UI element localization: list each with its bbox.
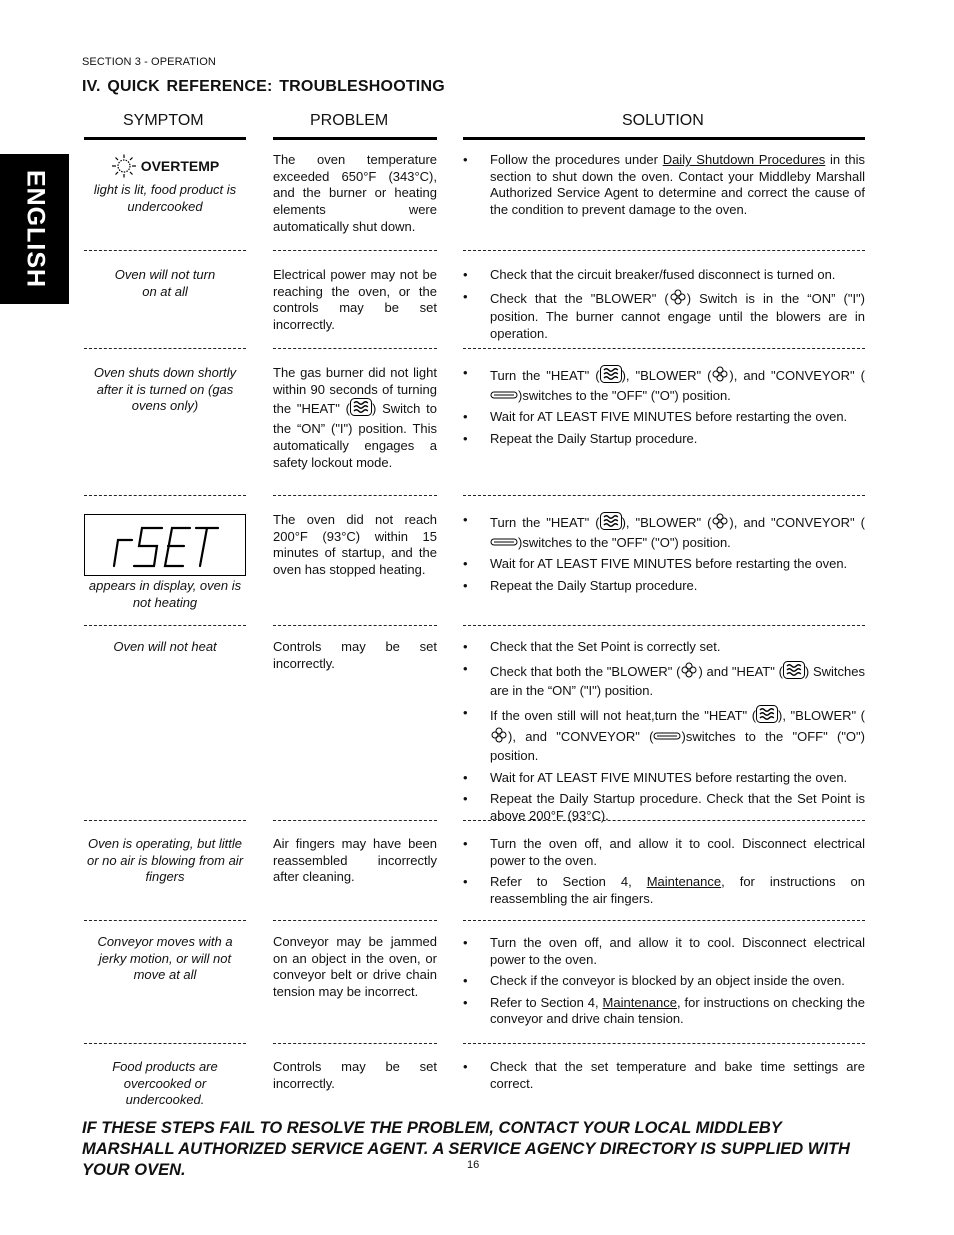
symptom-text: Oven will not heat xyxy=(113,639,217,654)
heat-switch-icon xyxy=(600,365,622,388)
problem-text: Conveyor may be jammed on an object in the oven, or conveyor belt or drive chain tension may be incorrect. xyxy=(273,934,437,1000)
problem-text: Controls may be set incorrectly. xyxy=(273,1059,437,1091)
blower-switch-icon xyxy=(490,727,508,748)
solution-item: • Wait for AT LEAST FIVE MINUTES before restarting the oven. xyxy=(463,770,865,787)
solution-item: • Check if the conveyor is blocked by an object inside the oven. xyxy=(463,973,865,990)
solution-item: • If the oven still will not heat,turn the "HEAT" ( ), "BLOWER" (), and "CONVEYOR" ( )switches to the "OFF" ("O") position. xyxy=(463,705,865,765)
language-tab-label: ENGLISH xyxy=(21,169,49,289)
column-rule-solution xyxy=(463,137,865,140)
problem-text: Air fingers may have been reassembled incorrectly after cleaning. xyxy=(273,836,437,885)
heat-switch-icon xyxy=(600,512,622,535)
solution-item: • Check that the circuit breaker/fused disconnect is turned on. xyxy=(463,267,865,284)
symptom-text: appears in display, oven is not heating xyxy=(88,578,242,610)
solution-item: • Repeat the Daily Startup procedure. xyxy=(463,578,865,595)
maintenance-reference: Maintenance xyxy=(646,874,722,890)
heat-switch-icon xyxy=(756,705,778,728)
solution-item: • Check that the "BLOWER" ( ) Switch is in the “ON” ("I") position. The burner cannot engage until the blowers are in operation. xyxy=(463,289,865,343)
daily-shutdown-reference: Daily Shutdown Procedures xyxy=(662,152,826,167)
solution-item: • Turn the "HEAT" ( ), "BLOWER" ( ), and "CONVEYOR" ()switches to the "OFF" ("O") position. xyxy=(463,365,865,405)
column-rule-symptom xyxy=(84,137,246,140)
solution-item: • Turn the oven off, and allow it to cool. Disconnect electrical power to the oven. xyxy=(463,935,865,968)
symptom-text: light is lit, food product is undercooked xyxy=(93,182,237,214)
solution-item: • Repeat the Daily Startup procedure. Check that the Set Point is above 200°F (93°C). xyxy=(463,791,865,824)
conveyor-switch-icon xyxy=(490,388,518,405)
solution-item: • Refer to Section 4, Maintenance, for instructions on checking the conveyor and drive chain tension. xyxy=(463,995,865,1028)
symptom-text: Oven shuts down shortly after it is turned on (gas ovens only) xyxy=(93,365,237,414)
problem-text: Electrical power may not be reaching the oven, or the controls may be set incorrectly. xyxy=(273,267,437,333)
rset-display-readout xyxy=(110,522,220,568)
language-tab xyxy=(0,154,69,304)
problem-text: The oven did not reach 200°F (93°C) within 15 minutes of startup, and the oven has stopped heating. xyxy=(273,512,437,578)
rset-display xyxy=(84,514,246,576)
column-header-solution: SOLUTION xyxy=(622,112,704,129)
solution-item: • Turn the oven off, and allow it to cool. Disconnect electrical power to the oven. xyxy=(463,836,865,869)
solution-item: • Follow the procedures under Daily Shutdown Procedures in this section to shut down the oven. Contact your Middleby Marshall Authorized Service Agent to determine and correct the cause of the condition to prevent damage to the oven. xyxy=(463,152,865,219)
symptom-text: Oven is operating, but little or no air is blowing from air fingers xyxy=(86,836,244,885)
problem-text: Controls may be set incorrectly. xyxy=(273,639,437,671)
solution-item: • Wait for AT LEAST FIVE MINUTES before restarting the oven. xyxy=(463,409,865,426)
solution-item: • Refer to Section 4, Maintenance, for instructions on reassembling the air fingers. xyxy=(463,874,865,907)
footer-notice: IF THESE STEPS FAIL TO RESOLVE THE PROBLEM, CONTACT YOUR LOCAL MIDDLEBY MARSHALL AUTHORIZED SERVICE AGENT. A SERVICE AGENCY DIRECTORY IS SUPPLIED WITH YOUR OVEN. xyxy=(82,1119,850,1179)
solution-item: • Wait for AT LEAST FIVE MINUTES before restarting the oven. xyxy=(463,556,865,573)
page-heading: IV. QUICK REFERENCE: TROUBLESHOOTING xyxy=(82,78,445,95)
symptom-text: Conveyor moves with a jerky motion, or will not move at all xyxy=(97,934,233,983)
blower-switch-icon xyxy=(711,366,729,387)
column-header-problem: PROBLEM xyxy=(310,112,389,129)
overtemp-light-icon xyxy=(111,154,137,178)
problem-text: The oven temperature exceeded 650°F (343°C), and the burner or heating elements were automatically shut down. xyxy=(273,152,437,234)
heat-switch-icon xyxy=(350,398,372,421)
symptom-text: Oven will not turn on at all xyxy=(114,267,216,299)
conveyor-switch-icon xyxy=(653,729,681,746)
page-number: 16 xyxy=(467,1159,480,1171)
column-rule-problem xyxy=(273,137,437,140)
column-header-symptom: SYMPTOM xyxy=(123,112,204,129)
section-label: SECTION 3 - OPERATION xyxy=(82,56,216,68)
overtemp-label: OVERTEMP xyxy=(140,157,220,174)
solution-item: • Check that the set temperature and bake time settings are correct. xyxy=(463,1059,865,1092)
symptom-text: Food products are overcooked or undercooked. xyxy=(112,1059,218,1108)
solution-item: • Check that both the "BLOWER" ( ) and "HEAT" ( ) Switches are in the “ON” ("I") position. xyxy=(463,661,865,700)
solution-item: • Repeat the Daily Startup procedure. xyxy=(463,431,865,448)
heat-switch-icon xyxy=(783,661,805,684)
maintenance-reference: Maintenance xyxy=(602,994,677,1010)
solution-item: • Check that the Set Point is correctly set. xyxy=(463,639,865,656)
blower-switch-icon xyxy=(711,513,729,534)
blower-switch-icon xyxy=(680,662,698,683)
conveyor-switch-icon xyxy=(490,535,518,552)
solution-item: • Turn the "HEAT" ( ), "BLOWER" ( ), and "CONVEYOR" ()switches to the "OFF" ("O") position. xyxy=(463,512,865,552)
blower-switch-icon xyxy=(669,289,687,310)
